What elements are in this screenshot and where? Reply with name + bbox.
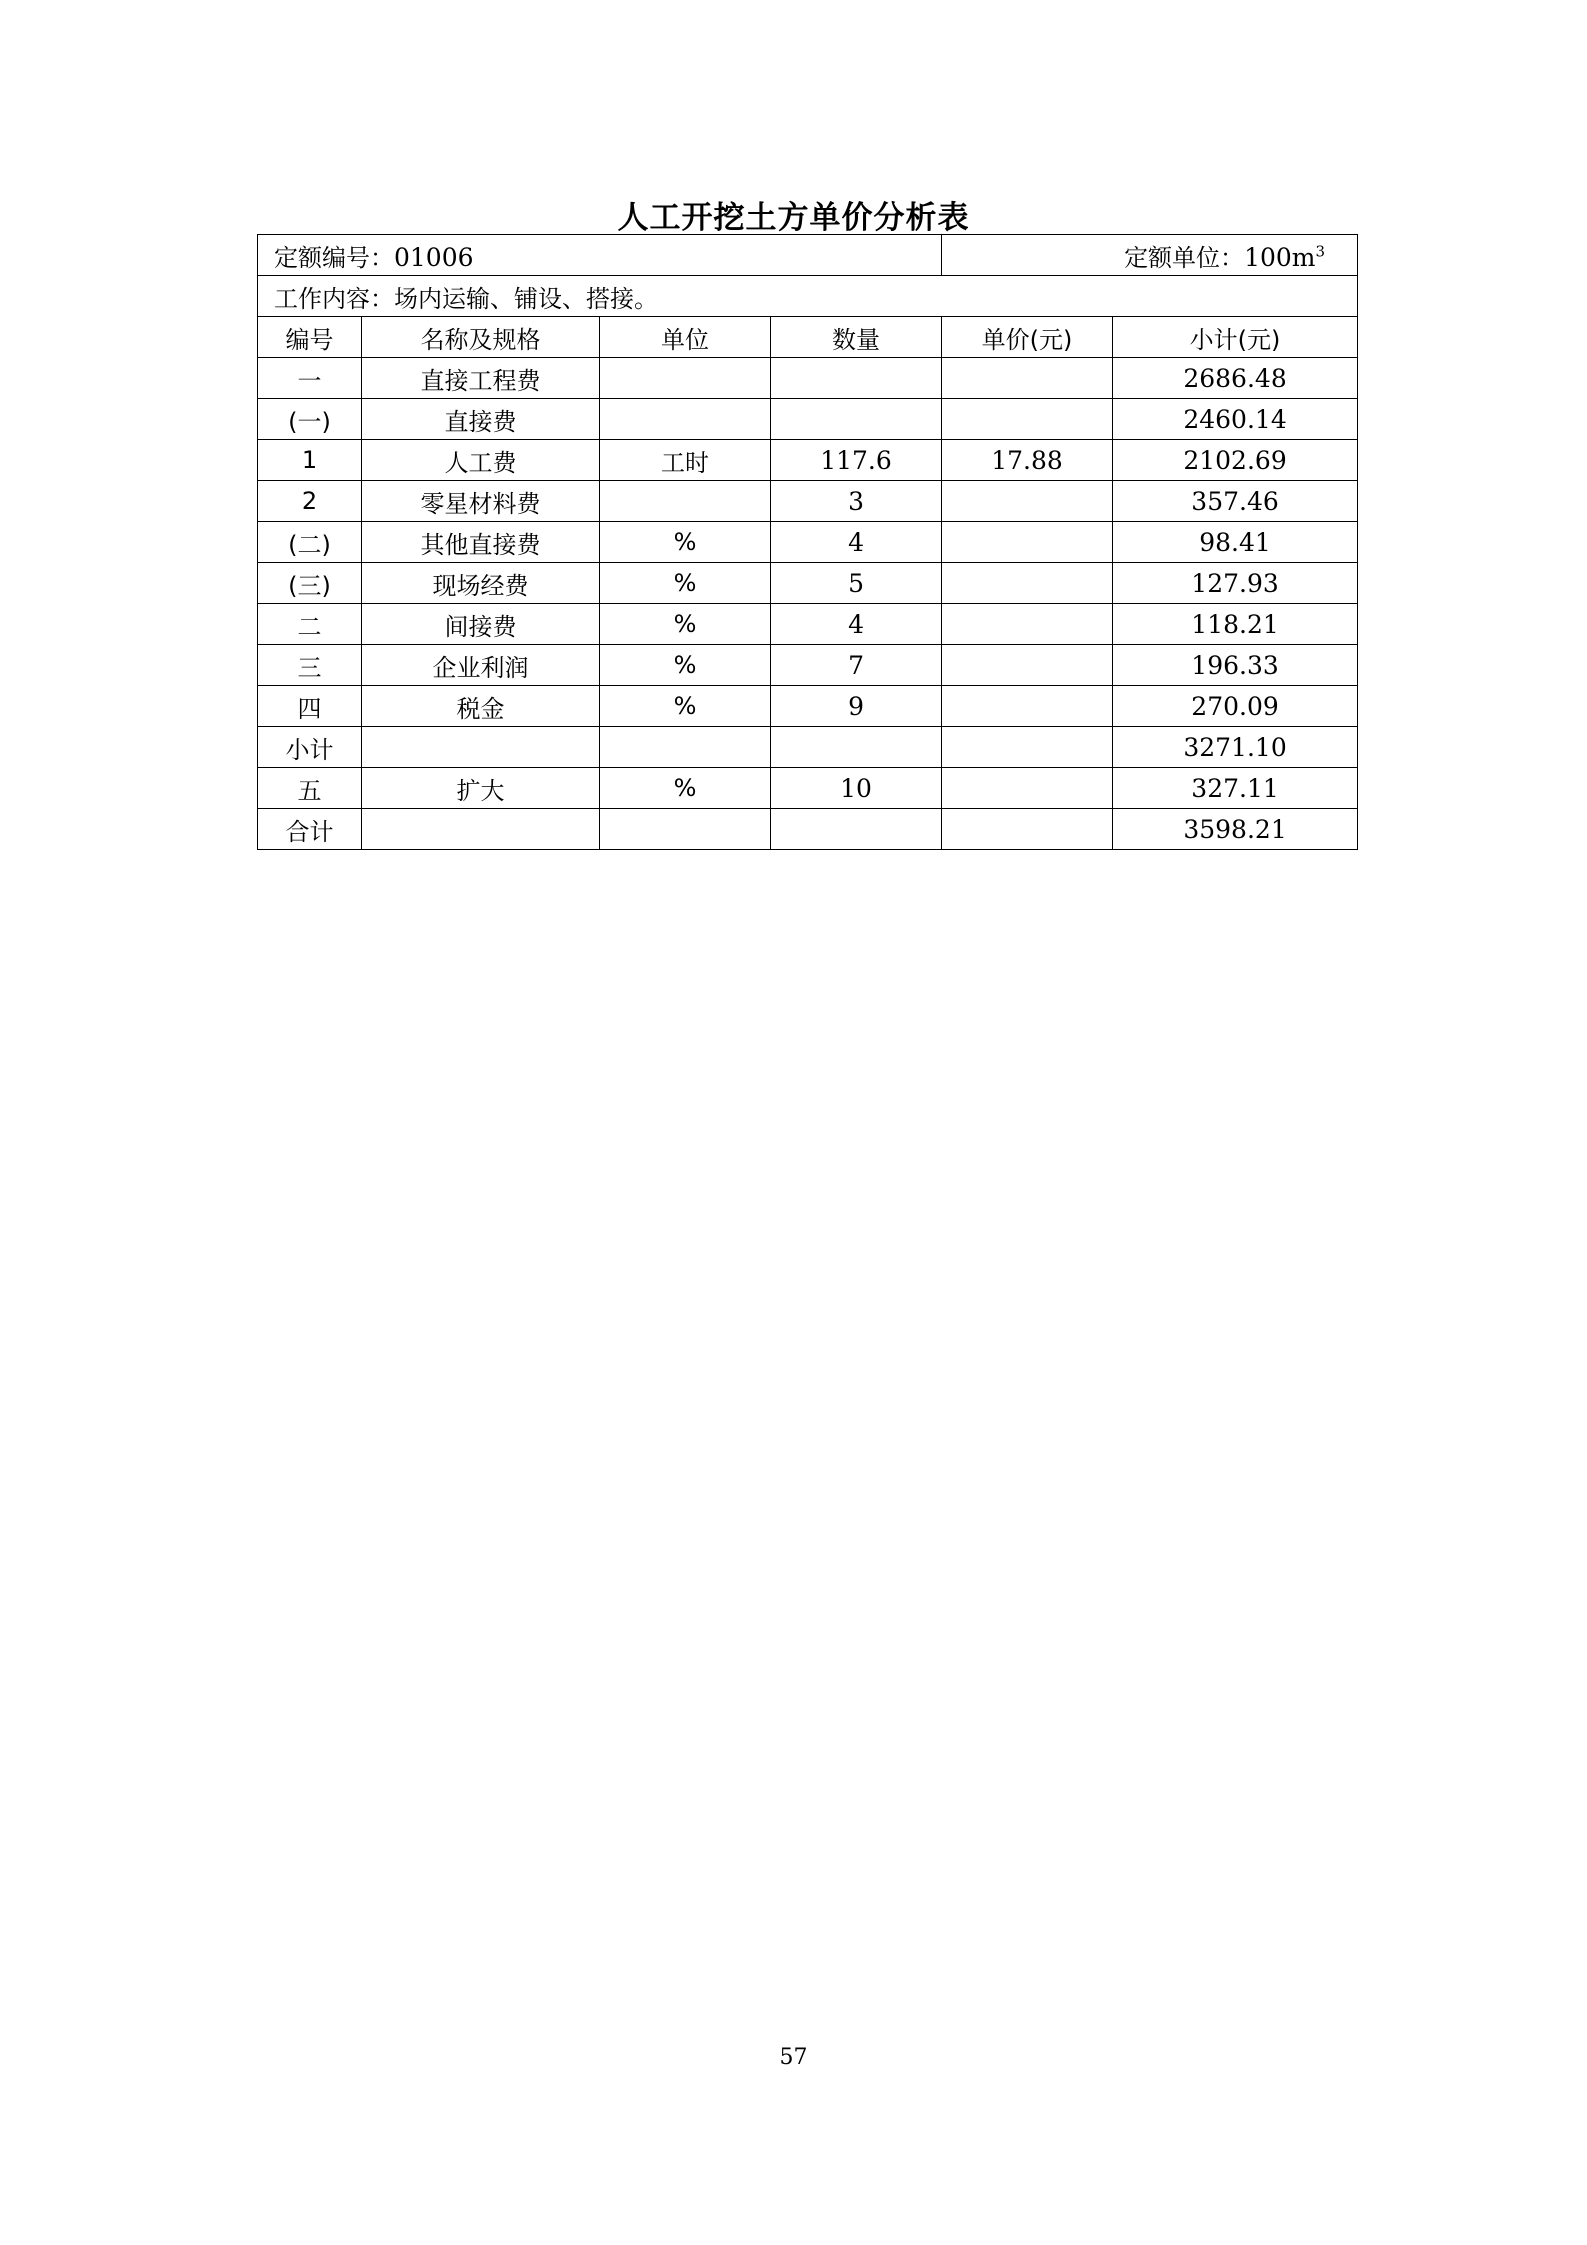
unit-price-cell: [942, 522, 1113, 563]
quota-unit-value: 100m: [1244, 242, 1316, 272]
item-name-cell: 税金: [362, 686, 600, 727]
quantity-cell: 5: [771, 563, 942, 604]
table-row: [258, 522, 1358, 563]
unit-cell: [600, 481, 771, 522]
subtotal-cell: 3598.21: [1113, 809, 1358, 850]
subtotal-cell: 2460.14: [1113, 399, 1358, 440]
page-title: 人工开挖土方单价分析表: [617, 200, 970, 236]
unit-cell: [600, 358, 771, 399]
unit-price-cell: [942, 727, 1113, 768]
row-number-cell: (二): [258, 522, 362, 563]
unit-cell: %: [600, 645, 771, 686]
table-row: [258, 358, 1358, 399]
unit-price-cell: [942, 809, 1113, 850]
quota-unit-cell: [942, 235, 1358, 276]
quota-unit-label: 定额单位：: [1124, 243, 1245, 272]
quantity-cell: 9: [771, 686, 942, 727]
unit-cell: %: [600, 686, 771, 727]
item-name-cell: 直接费: [362, 399, 600, 440]
quantity-cell: [771, 399, 942, 440]
header-name: 名称及规格: [362, 317, 600, 358]
item-name-cell: [362, 809, 600, 850]
row-number-cell: 合计: [258, 809, 362, 850]
quantity-cell: 10: [771, 768, 942, 809]
header-no: 编号: [258, 317, 362, 358]
header-quantity: 数量: [771, 317, 942, 358]
table-row: [258, 645, 1358, 686]
table-row: [258, 440, 1358, 481]
subtotal-cell: 127.93: [1113, 563, 1358, 604]
table-row: [258, 809, 1358, 850]
item-name-cell: 其他直接费: [362, 522, 600, 563]
quantity-cell: 7: [771, 645, 942, 686]
unit-cell: [600, 399, 771, 440]
table-row: [258, 604, 1358, 645]
quota-unit-superscript: 3: [1315, 242, 1326, 261]
item-name-cell: 扩大: [362, 768, 600, 809]
unit-price-cell: [942, 645, 1113, 686]
subtotal-cell: 2686.48: [1113, 358, 1358, 399]
work-content-row: [258, 276, 1358, 317]
table-row: [258, 399, 1358, 440]
subtotal-cell: 196.33: [1113, 645, 1358, 686]
unit-cell: %: [600, 563, 771, 604]
quantity-cell: 4: [771, 604, 942, 645]
row-number-cell: (一): [258, 399, 362, 440]
subtotal-cell: 3271.10: [1113, 727, 1358, 768]
table-row: [258, 481, 1358, 522]
quota-number-value: 01006: [394, 242, 474, 272]
header-subtotal: 小计(元): [1113, 317, 1358, 358]
unit-price-cell: [942, 686, 1113, 727]
header-unit: 单位: [600, 317, 771, 358]
unit-price-analysis-table: [257, 234, 1358, 850]
unit-price-cell: [942, 481, 1113, 522]
row-number-cell: 一: [258, 358, 362, 399]
header-unit-price: 单价(元): [942, 317, 1113, 358]
row-number-cell: 1: [258, 440, 362, 481]
row-number-cell: 二: [258, 604, 362, 645]
item-name-cell: 零星材料费: [362, 481, 600, 522]
subtotal-cell: 357.46: [1113, 481, 1358, 522]
unit-price-cell: [942, 604, 1113, 645]
table-row: [258, 768, 1358, 809]
unit-price-cell: 17.88: [942, 440, 1113, 481]
table-row: [258, 686, 1358, 727]
subtotal-cell: 118.21: [1113, 604, 1358, 645]
table-row: [258, 563, 1358, 604]
quota-info-row: [258, 235, 1358, 276]
work-content-cell: 工作内容：场内运输、铺设、搭接。: [258, 276, 1358, 317]
row-number-cell: (三): [258, 563, 362, 604]
subtotal-cell: 2102.69: [1113, 440, 1358, 481]
quantity-cell: [771, 727, 942, 768]
subtotal-cell: 98.41: [1113, 522, 1358, 563]
quota-number-cell: [258, 235, 942, 276]
unit-price-cell: [942, 399, 1113, 440]
subtotal-cell: 270.09: [1113, 686, 1358, 727]
row-number-cell: 四: [258, 686, 362, 727]
quota-number-label: 定额编号：: [274, 243, 394, 272]
unit-cell: %: [600, 522, 771, 563]
quantity-cell: 4: [771, 522, 942, 563]
unit-cell: [600, 809, 771, 850]
unit-price-cell: [942, 768, 1113, 809]
quantity-cell: 3: [771, 481, 942, 522]
table-row: [258, 727, 1358, 768]
row-number-cell: 2: [258, 481, 362, 522]
quantity-cell: 117.6: [771, 440, 942, 481]
item-name-cell: 间接费: [362, 604, 600, 645]
item-name-cell: 人工费: [362, 440, 600, 481]
subtotal-cell: 327.11: [1113, 768, 1358, 809]
unit-cell: %: [600, 604, 771, 645]
page-number: 57: [779, 2045, 808, 2070]
item-name-cell: 直接工程费: [362, 358, 600, 399]
unit-cell: [600, 727, 771, 768]
row-number-cell: 五: [258, 768, 362, 809]
quantity-cell: [771, 809, 942, 850]
table-header-row: [258, 317, 1358, 358]
unit-cell: %: [600, 768, 771, 809]
unit-cell: 工时: [600, 440, 771, 481]
item-name-cell: 现场经费: [362, 563, 600, 604]
unit-price-cell: [942, 563, 1113, 604]
unit-price-cell: [942, 358, 1113, 399]
item-name-cell: [362, 727, 600, 768]
quantity-cell: [771, 358, 942, 399]
row-number-cell: 小计: [258, 727, 362, 768]
row-number-cell: 三: [258, 645, 362, 686]
item-name-cell: 企业利润: [362, 645, 600, 686]
